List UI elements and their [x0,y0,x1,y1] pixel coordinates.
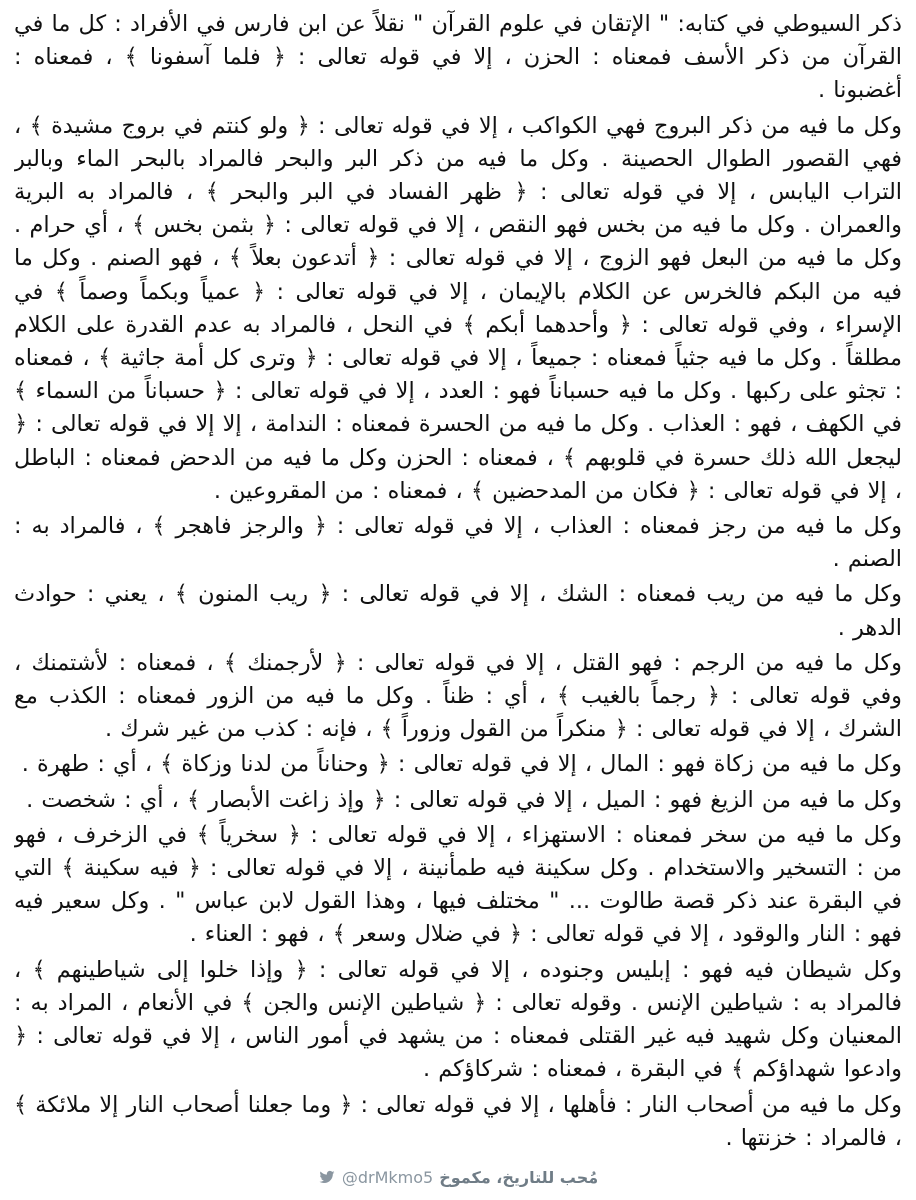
paragraph-5: وكل ما فيه من الرجم : فهو القتل ، إلا في قوله تعالى : ﴿ لأرجمنك ﴾ ، فمعناه : لأشتمنك ، وفي قوله تعالى : ﴿ رجماً بالغيب ﴾ ، أي : ظناً . وكل ما فيه من الزور فمعناه : الكذب مع الشرك ، إلا في قوله تعالى : ﴿ منكراً من القول وزوراً ﴾ ، فإنه : كذب من غير شرك . [14,649,902,743]
account-handle[interactable]: @drMkmo5 [341,1167,434,1187]
paragraph-8: وكل ما فيه من سخر فمعناه : الاستهزاء ، إلا في قوله تعالى : ﴿ سخرياً ﴾ في الزخرف ، فهو من : التسخير والاستخدام . وكل سكينة فيه طمأنينة ، إلا في قوله تعالى : ﴿ فيه سكينة ﴾ التي في البقرة عند ذكر قصة طالوت ... " مختلف فيها ، وهذا القول لابن عباس " . وكل سعير فيه فهو : النار والوقود ، إلا في قوله تعالى : ﴿ في ضلال وسعر ﴾ ، فهو : العناء . [14,821,902,948]
paragraph-10: وكل ما فيه من أصحاب النار : فأهلها ، إلا في قوله تعالى : ﴿ وما جعلنا أصحاب النار إلا ملائكة ﴾ ، فالمراد : خزنتها . [14,1091,902,1151]
paragraph-3: وكل ما فيه من رجز فمعناه : العذاب ، إلا في قوله تعالى : ﴿ والرجز فاهجر ﴾ ، فالمراد به : الصنم . [14,513,902,573]
account-name: مُحب للتاريخ، مكموخ [439,1167,599,1187]
paragraph-4: وكل ما فيه من ريب فمعناه : الشك ، إلا في قوله تعالى : ﴿ ريب المنون ﴾ ، يعني : حوادث الدهر . [14,581,902,641]
paragraph-2: وكل ما فيه من ذكر البروج فهي الكواكب ، إلا في قوله تعالى : ﴿ ولو كنتم في بروج مشيدة ﴾ ، فهي القصور الطوال الحصينة . وكل ما فيه من ذكر البر والبحر فالمراد بالبحر الماء وبالبر التراب اليابس ، إلا في قوله تعالى : ﴿ ظهر الفساد في البر والبحر ﴾ ، فالمراد به البرية والعمران . وكل ما فيه من بخس فهو النقص ، إلا في قوله تعالى : ﴿ بثمن بخس ﴾ ، أي حرام . وكل ما فيه من البعل فهو الزوج ، إلا في قوله تعالى : ﴿ أتدعون بعلاً ﴾ ، فهو الصنم . وكل ما فيه من البكم فالخرس عن الكلام بالإيمان ، إلا في قوله تعالى : ﴿ عمياً وبكماً وصماً ﴾ في الإسراء ، وفي قوله تعالى : ﴿ وأحدهما أبكم ﴾ في النحل ، فالمراد به عدم القدرة على الكلام مطلقاً . وكل ما فيه جثياً فمعناه : جميعاً ، إلا في قوله تعالى : ﴿ وترى كل أمة جاثية ﴾ ، فمعناه : تجثو على ركبها . وكل ما فيه حسباناً فهو : العدد ، إلا في قوله تعالى : ﴿ حسباناً من السماء ﴾ في الكهف ، فهو : العذاب . وكل ما فيه من الحسرة فمعناه : الندامة ، إلا إلا في قوله تعالى : ﴿ ليجعل الله ذلك حسرة في قلوبهم ﴾ ، فمعناه : الحزن وكل ما فيه من الدحض فمعناه : الباطل ، إلا في قوله تعالى : ﴿ فكان من المدحضين ﴾ ، فمعناه : من المقروعين . [14,112,902,504]
paragraph-1: ذكر السيوطي في كتابه: " الإتقان في علوم القرآن " نقلاً عن ابن فارس في الأفراد : كل ما في القرآن من ذكر الأسف فمعناه : الحزن ، إلا في قوله تعالى : ﴿ فلما آسفونا ﴾ ، فمعناه : أغضبونا . [14,11,902,104]
paragraph-7: وكل ما فيه من الزيغ فهو : الميل ، إلا في قوله تعالى : ﴿ وإذ زاغت الأبصار ﴾ ، أي : شخصت . [26,786,902,813]
twitter-bird-icon [318,1168,336,1186]
document-body [14,8,902,1156]
watermark-footer [0,1164,916,1190]
paragraph-9: وكل شيطان فيه فهو : إبليس وجنوده ، إلا في قوله تعالى : ﴿ وإذا خلوا إلى شياطينهم ﴾ ، فالمراد به : شياطين الإنس . وقوله تعالى : ﴿ شياطين الإنس والجن ﴾ في الأنعام ، المراد به : المعنيان وكل شهيد فيه غير القتلى فمعناه : من يشهد في أمور الناس ، إلا في قوله تعالى : ﴿ وادعوا شهداؤكم ﴾ في البقرة ، فمعناه : شركاؤكم . [14,956,902,1083]
paragraph-6: وكل ما فيه من زكاة فهو : المال ، إلا في قوله تعالى : ﴿ وحناناً من لدنا وزكاة ﴾ ، أي : طهرة . [21,751,902,778]
